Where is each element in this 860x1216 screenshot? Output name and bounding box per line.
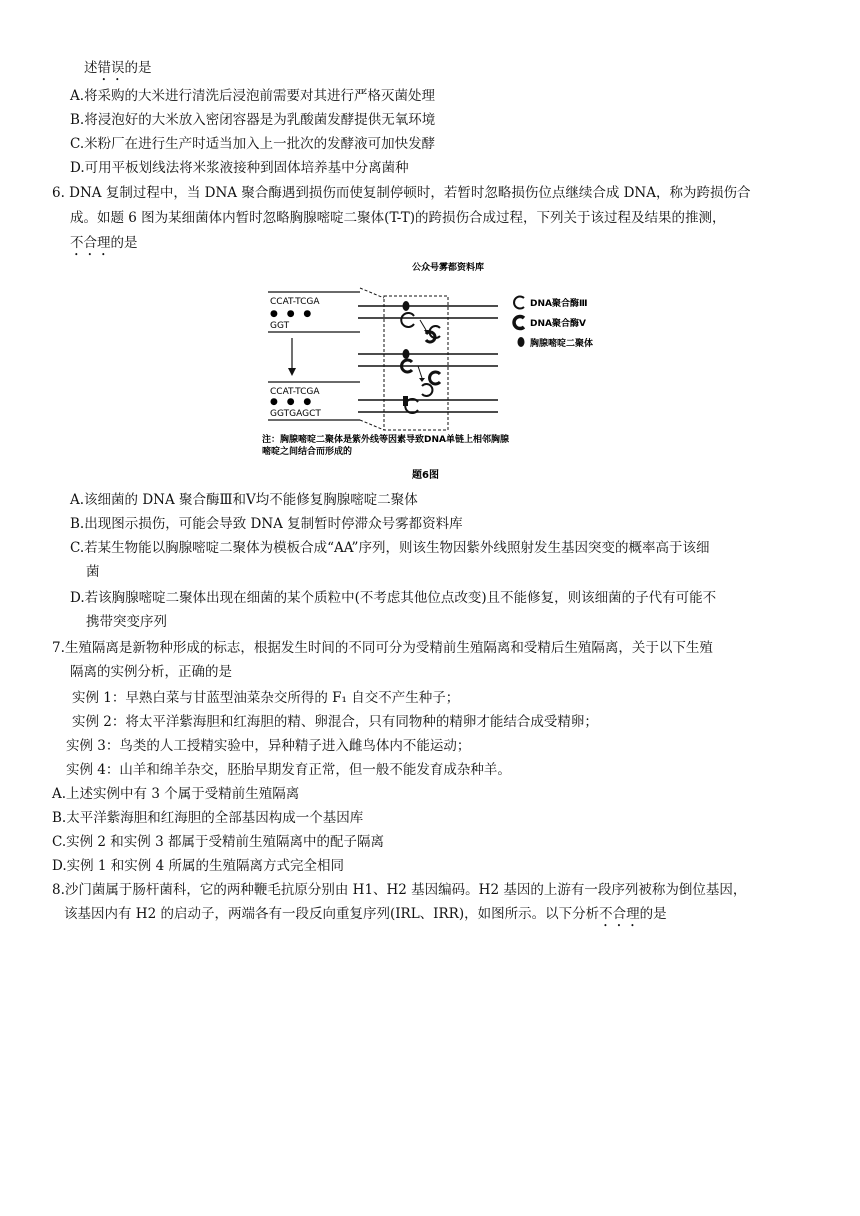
q5-stem-tail: 述错误的是 xyxy=(84,60,152,76)
q6-option-d-cont: 携带突变序列 xyxy=(86,614,167,630)
figure-6 xyxy=(262,258,622,484)
q5-option-c: C.米粉厂在进行生产时适当加入上一批次的发酵液可加快发酵 xyxy=(70,136,436,152)
q8-stem-line1: 8.沙门菌属于肠杆菌科，它的两种鞭毛抗原分别由 H1、H2 基因编码。H2 基因的上游有一段序列被称为倒位基因， xyxy=(52,882,747,898)
seq-top-1: CCAT-TCGA xyxy=(270,297,320,307)
q6-stem-line3: 不合理的是 xyxy=(70,235,138,251)
q7-example-3: 实例 3：鸟类的人工授精实验中，异种精子进入雌鸟体内不能运动； xyxy=(66,738,471,754)
q6-option-d: D.若该胸腺嘧啶二聚体出现在细菌的某个质粒中(不考虑其他位点改变)且不能修复，则该细菌的子代有可能不 xyxy=(70,590,717,606)
q6-stem-emphasis: 不合理 xyxy=(70,235,111,251)
seq-top-2: GGT xyxy=(270,321,290,331)
svg-text:● ● ●: ● ● ● xyxy=(270,397,315,407)
q6-option-c-cont: 菌 xyxy=(86,564,100,580)
q6-stem-line1: 6. DNA 复制过程中，当 DNA 聚合酶遇到损伤而使复制停顿时，若暂时忽略损伤位点继续合成 DNA，称为跨损伤合 xyxy=(52,185,751,201)
q5-option-a: A.将采购的大米进行清洗后浸泡前需要对其进行严格灭菌处理 xyxy=(70,88,436,104)
svg-text:● ● ●: ● ● ● xyxy=(270,309,315,319)
q7-example-1: 实例 1：早熟白菜与甘蓝型油菜杂交所得的 F₁ 自交不产生种子； xyxy=(72,690,460,706)
q7-option-b: B.太平洋紫海胆和红海胆的全部基因构成一个基因库 xyxy=(52,810,364,826)
q5-option-d: D.可用平板划线法将米浆液接种到固体培养基中分离菌种 xyxy=(70,160,409,176)
q7-example-2: 实例 2：将太平洋紫海胆和红海胆的精、卵混合，只有同物种的精卵才能结合成受精卵； xyxy=(72,714,598,730)
q7-example-4: 实例 4：山羊和绵羊杂交，胚胎早期发育正常，但一般不能发育成杂种羊。 xyxy=(66,762,511,778)
q6-option-b: B.出现图示损伤，可能会导致 DNA 复制暂时停滞众号雾都资料库 xyxy=(70,516,463,532)
figure-note-1: 注：胸腺嘧啶二聚体是紫外线等因素导致DNA单链上相邻胸腺 xyxy=(262,435,509,445)
q7-option-c: C.实例 2 和实例 3 都属于受精前生殖隔离中的配子隔离 xyxy=(52,834,384,850)
legend-dimer: 胸腺嘧啶二聚体 xyxy=(530,339,594,349)
q6-option-c: C.若某生物能以胸腺嘧啶二聚体为模板合成“AA”序列，则该生物因紫外线照射发生基因突变的概率高于该细 xyxy=(70,540,710,556)
legend-pol3: DNA聚合酶Ⅲ xyxy=(530,299,588,309)
figure-watermark: 公众号雾都资料库 xyxy=(412,263,485,273)
q6-stem-line2: 成。如题 6 图为某细菌体内暂时忽略胸腺嘧啶二聚体(T-T)的跨损伤合成过程，下列关于该过程及结果的推测， xyxy=(70,210,726,226)
figure-caption: 题6图 xyxy=(412,470,439,481)
q7-option-d: D.实例 1 和实例 4 所属的生殖隔离方式完全相同 xyxy=(52,858,344,874)
q5-option-b: B.将浸泡好的大米放入密闭容器是为乳酸菌发酵提供无氧环境 xyxy=(70,112,436,128)
figure-note-2: 嘧啶之间结合而形成的 xyxy=(262,447,353,457)
seq-bottom-1: CCAT-TCGA xyxy=(270,387,320,397)
q8-stem-line2: 该基因内有 H2 的启动子，两端各有一段反向重复序列(IRL、IRR)，如图所示。以下分析不合理的是 xyxy=(64,906,667,922)
q8-stem-emphasis: 不合理 xyxy=(599,906,640,922)
q7-stem-line2: 隔离的实例分析，正确的是 xyxy=(70,664,232,680)
q7-stem-line1: 7.生殖隔离是新物种形成的标志，根据发生时间的不同可分为受精前生殖隔离和受精后生殖隔离，关于以下生殖 xyxy=(52,640,713,656)
q6-option-a: A.该细菌的 DNA 聚合酶Ⅲ和Ⅴ均不能修复胸腺嘧啶二聚体 xyxy=(70,492,418,508)
q5-stem-emphasis: 错误 xyxy=(97,60,125,76)
seq-bottom-2: GGTGAGCT xyxy=(270,409,321,419)
q7-option-a: A.上述实例中有 3 个属于受精前生殖隔离 xyxy=(52,786,300,802)
legend-pol5: DNA聚合酶Ⅴ xyxy=(530,319,586,329)
